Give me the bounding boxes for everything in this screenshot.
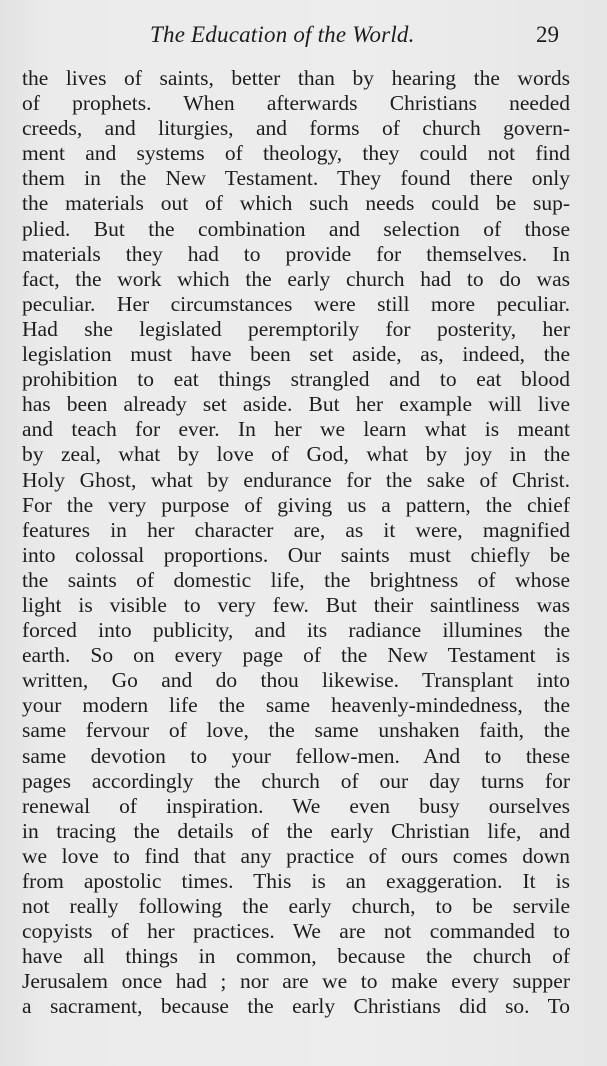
text-line: of prophets. When afterwards Christians needed (22, 91, 570, 116)
text-line: the lives of saints, better than by hearing the words (22, 66, 570, 90)
text-line: not really following the early church, to be servile (22, 894, 570, 919)
text-line: ment and systems of theology, they could not find (22, 141, 570, 166)
text-line: Jerusalem once had ; nor are we to make every supper (22, 969, 570, 994)
text-line: a sacrament, because the early Christians did so. To (22, 994, 570, 1019)
text-line: plied. But the combination and selection of those (22, 216, 570, 241)
text-line: features in her character are, as it were, magnified (22, 517, 570, 542)
text-line: from apostolic times. This is an exaggeration. It is (22, 869, 570, 893)
text-line: have all things in common, because the church of (22, 944, 570, 969)
text-line: legislation must have been set aside, as, indeed, the (22, 342, 570, 367)
text-line: the saints of domestic life, the brightness of whose (22, 567, 570, 592)
text-line: the materials out of which such needs could be sup- (22, 191, 570, 216)
text-line: by zeal, what by love of God, what by joy in the (22, 442, 570, 467)
body-text (22, 66, 570, 1020)
text-line: them in the New Testament. They found there only (22, 166, 570, 191)
text-line: into colossal proportions. Our saints must chiefly be (22, 542, 570, 567)
text-line: and teach for ever. In her we learn what is meant (22, 417, 570, 442)
text-line: same fervour of love, the same unshaken faith, the (22, 718, 570, 743)
text-line: For the very purpose of giving us a pattern, the chief (22, 492, 570, 517)
text-line: in tracing the details of the early Christian life, and (22, 818, 570, 843)
text-line: Holy Ghost, what by endurance for the sake of Christ. (22, 467, 570, 492)
text-line: pages accordingly the church of our day turns for (22, 768, 570, 793)
text-line: Had she legislated peremptorily for posterity, her (22, 316, 570, 341)
text-line: forced into publicity, and its radiance illumines the (22, 618, 570, 643)
text-line: prohibition to eat things strangled and to eat blood (22, 367, 570, 392)
page-number: 29 (536, 22, 559, 47)
text-line: earth. So on every page of the New Testament is (22, 643, 570, 668)
text-line: same devotion to your fellow-men. And to these (22, 743, 570, 768)
running-head (0, 22, 607, 52)
text-line: creeds, and liturgies, and forms of church govern- (22, 116, 570, 141)
text-line: copyists of her practices. We are not commanded to (22, 919, 570, 944)
running-title: The Education of the World. (150, 22, 415, 47)
text-line: peculiar. Her circumstances were still more peculiar. (22, 291, 570, 316)
text-line: renewal of inspiration. We even busy ourselves (22, 793, 570, 818)
text-line: light is visible to very few. But their saintliness was (22, 592, 570, 617)
text-line: we love to find that any practice of ours comes down (22, 843, 570, 868)
text-line: written, Go and do thou likewise. Transplant into (22, 668, 570, 693)
text-line: fact, the work which the early church had to do was (22, 266, 570, 291)
text-line: has been already set aside. But her example will live (22, 392, 570, 417)
text-line: your modern life the same heavenly-mindedness, the (22, 693, 570, 718)
text-line: materials they had to provide for themselves. In (22, 241, 570, 266)
